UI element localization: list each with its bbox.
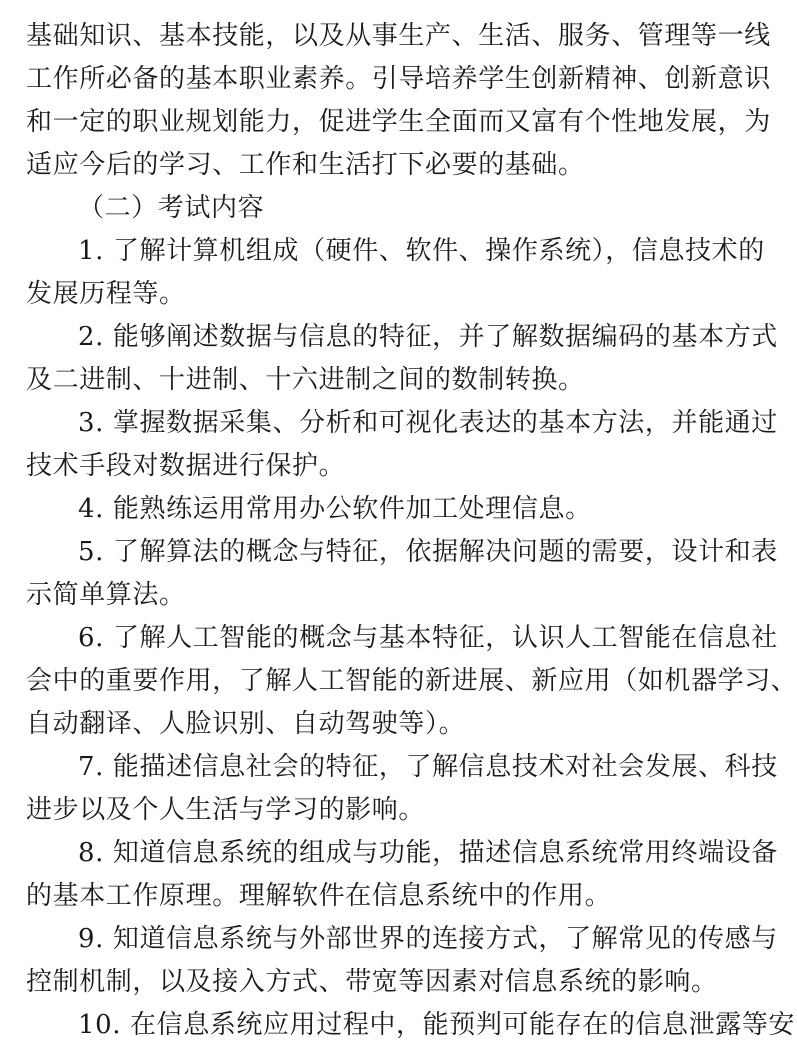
text-line: 9. 知道信息系统与外部世界的连接方式，了解常见的传感与 <box>78 924 778 954</box>
text-line: 6. 了解人工智能的概念与基本特征，认识人工智能在信息社 <box>78 623 778 653</box>
text-line: 的基本工作原理。理解软件在信息系统中的作用。 <box>26 881 612 911</box>
text-line: 1. 了解计算机组成（硬件、软件、操作系统），信息技术的 <box>78 236 765 266</box>
text-line: 自动翻译、人脸识别、自动驾驶等）。 <box>26 709 466 739</box>
text-line: 3. 掌握数据采集、分析和可视化表达的基本方法，并能通过 <box>78 408 778 438</box>
text-line: 基础知识、基本技能，以及从事生产、生活、服务、管理等一线 <box>26 21 771 51</box>
text-line: 4. 能熟练运用常用办公软件加工处理信息。 <box>78 494 592 524</box>
text-line: 控制机制，以及接入方式、带宽等因素对信息系统的影响。 <box>26 967 718 997</box>
text-line: 7. 能描述信息社会的特征，了解信息技术对社会发展、科技 <box>78 752 778 782</box>
text-line: 工作所必备的基本职业素养。引导培养学生创新精神、创新意识 <box>26 64 771 94</box>
text-line: 技术手段对数据进行保护。 <box>26 451 346 481</box>
text-line: 和一定的职业规划能力，促进学生全面而又富有个性地发展，为 <box>26 107 771 137</box>
text-line: 适应今后的学习、工作和生活打下必要的基础。 <box>26 150 585 180</box>
text-line: 8. 知道信息系统的组成与功能，描述信息系统常用终端设备 <box>78 838 778 868</box>
text-line: 2. 能够阐述数据与信息的特征，并了解数据编码的基本方式 <box>78 322 778 352</box>
text-line: 进步以及个人生活与学习的影响。 <box>26 795 426 825</box>
text-line: 5. 了解算法的概念与特征，依据解决问题的需要，设计和表 <box>78 537 778 567</box>
text-line: 示简单算法。 <box>26 580 186 610</box>
text-line: 发展历程等。 <box>26 279 186 309</box>
text-line: 10. 在信息系统应用过程中，能预判可能存在的信息泄露等安 <box>78 1010 796 1040</box>
section-heading: （二）考试内容 <box>78 193 265 223</box>
text-line: 及二进制、十进制、十六进制之间的数制转换。 <box>26 365 585 395</box>
text-line: 会中的重要作用，了解人工智能的新进展、新应用（如机器学习、 <box>26 666 797 696</box>
